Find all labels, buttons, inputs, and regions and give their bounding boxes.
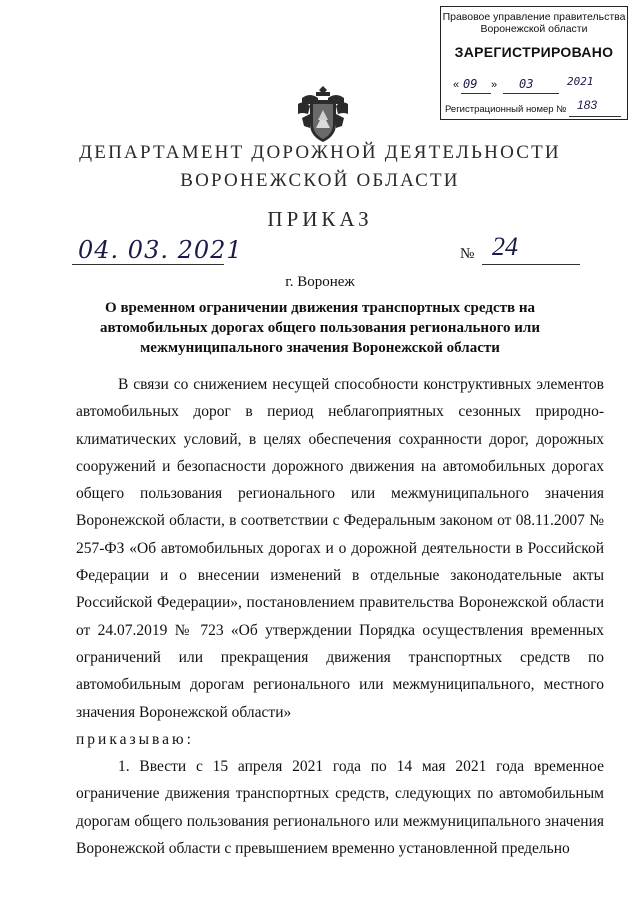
order-subject: О временном ограничении движения транспортных средств на автомобильных дорогах общего пользования регионального или межмуниципального значения Воронежской области (100, 300, 540, 356)
stamp-reg-year: 2021 (567, 75, 594, 88)
stamp-date-row: « 09 » 03 2021 (451, 79, 619, 95)
date-underline (72, 264, 224, 265)
registration-stamp (440, 6, 628, 120)
doc-number-handwritten: 24 (492, 232, 518, 261)
preamble-paragraph: В связи со снижением несущей способности конструктивных элементов автомобильных дорог в период неблагоприятных сезонных природно-климатических условий, в целях обеспечения сохранности дорог, дорожных сооружений и безопасности дорожного движения на автомобильных дорогах общего пользования регионального или межмуниципального значения Воронежской области, в соответствии с Федеральным законом от 08.11.2007 № 257-ФЗ «Об автомобильных дорогах и о дорожной деятельности в Российской Федерации и о внесении изменений в отдельные законодательные акты Российской Федерации», постановлением правительства Воронежской области от 24.07.2019 № 723 «Об утверждении Порядка осуществления временных ограничений или прекращения движения транспортных средств по автомобильным дорогам регионального или межмуниципального, местного значения Воронежской области» (76, 376, 604, 721)
stamp-reg-number: 183 (577, 98, 598, 112)
stamp-org-line2: Воронежской области (480, 23, 588, 35)
stamp-status: ЗАРЕГИСТРИРОВАНО (454, 44, 614, 60)
order-word: приказываю: (76, 730, 194, 748)
stamp-org-line1: Правовое управление правительства (442, 11, 626, 23)
stamp-reg-row (445, 98, 623, 115)
item-1-paragraph: 1. Ввести с 15 апреля 2021 года по 14 мая 2021 года временное ограничение движения транспортных средств, следующих по автомобильным дорогам общего пользования регионального или межмуниципального значения Воронежской области с превышением временно установленной предельно (76, 758, 604, 858)
number-sign: № (460, 246, 475, 262)
number-underline (482, 264, 580, 265)
city: г. Воронеж (285, 274, 355, 290)
department-line2: ВОРОНЕЖСКОЙ ОБЛАСТИ (180, 170, 460, 191)
coat-of-arms-icon (296, 84, 350, 146)
order-body (76, 371, 604, 862)
doc-type-title: ПРИКАЗ (267, 207, 373, 231)
doc-date-handwritten: 04. 03. 2021 (78, 236, 243, 264)
stamp-reg-label: Регистрационный номер № (445, 104, 567, 115)
department-line1: ДЕПАРТАМЕНТ ДОРОЖНОЙ ДЕЯТЕЛЬНОСТИ (79, 142, 561, 163)
stamp-reg-month: 03 (519, 77, 534, 91)
stamp-reg-day: 09 (463, 77, 478, 91)
